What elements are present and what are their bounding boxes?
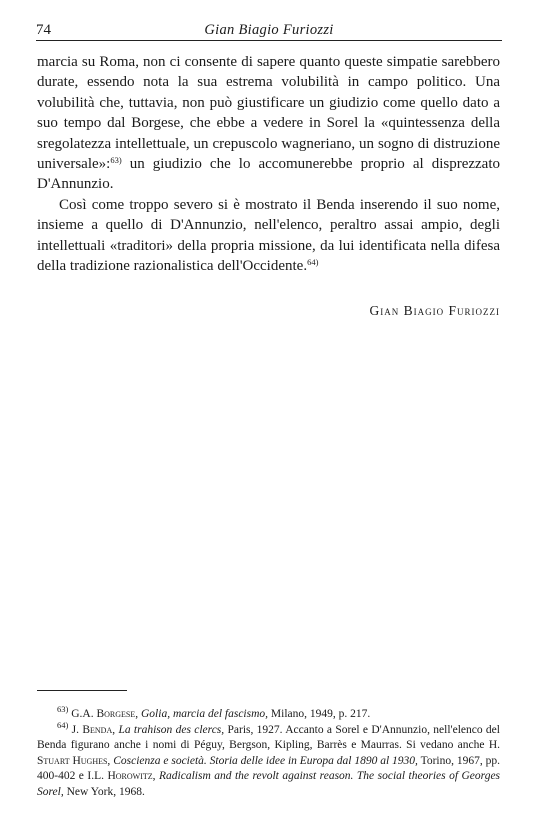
footnote-text: Milano, 1949, p. 217. [270, 708, 371, 720]
footnote-ref-63[interactable]: 63) [110, 155, 122, 166]
footnote-author: G.A. Borgese, [71, 708, 139, 720]
footnote-63 [37, 704, 500, 723]
footnote-marker: 63) [57, 704, 69, 714]
footnote-marker: 64) [57, 719, 69, 730]
paragraph-text: marcia su Roma, non ci consente di sapere quanto queste simpatie sarebbero durate, essendo nota la sua estrema volubilità in campo politico. Una volubilità che, tuttavia, non può giustificare un giudizio come quello dato a suo tempo dal Borgese, che ebbe a vedere in Sorel la «quintessenza della sregolatezza intellettuale, un crepuscolo wagneriano, un sogno di distruzione universale»: [37, 54, 500, 173]
footnote-title: Golia, marcia del fascismo, [141, 708, 269, 720]
footnote-author: H. Stuart Hughes, [37, 739, 500, 767]
page-number: 74 [36, 22, 51, 38]
footnote-author: J. Benda, [71, 723, 116, 736]
footnote-author: I.L. Horowitz, [87, 770, 156, 783]
footnotes [37, 704, 501, 801]
paragraph-text: Così come troppo severo si è mostrato il Benda inserendo il suo nome, insieme a quello di D'Annunzio, nell'elenco, peraltro assai ampio, degli intellettuali «traditori» della propria missione, da lui identificata nella difesa della tradizione razionalistica dell'Occidente. [37, 196, 500, 275]
paragraph-text: un giudizio che lo accomunerebbe proprio al disprezzato D'Annunzio. [37, 156, 500, 193]
running-title: Gian Biagio Furiozzi [204, 22, 334, 38]
footnote-title: Radicalism and the revolt against reason. The social theories of Georges Sorel, [37, 770, 501, 798]
footnote-64 [37, 719, 501, 801]
footnote-text: Torino, 1967, pp. 400-402 e [37, 754, 501, 783]
footnote-text: Paris, 1927. Accanto a Sorel e D'Annunzio, nell'elenco del Benda figurano anche i nomi di Péguy, Bergson, Kipling, Barrès e Maurras. Si vedano anche [37, 723, 500, 752]
author-signature: Gian Biagio Furiozzi [369, 303, 500, 318]
footnote-ref-64[interactable]: 64) [307, 257, 319, 268]
footnote-title: Coscienza e società. Storia delle idee in Europa dal 1890 al 1930, [113, 754, 418, 767]
paragraph [37, 195, 500, 277]
body-text [37, 52, 500, 276]
page-header [36, 20, 502, 41]
footnote-divider [37, 690, 127, 691]
footnote-text: New York, 1968. [66, 785, 145, 798]
paragraph [37, 52, 500, 195]
footnote-title: La trahison des clercs, [118, 723, 225, 736]
